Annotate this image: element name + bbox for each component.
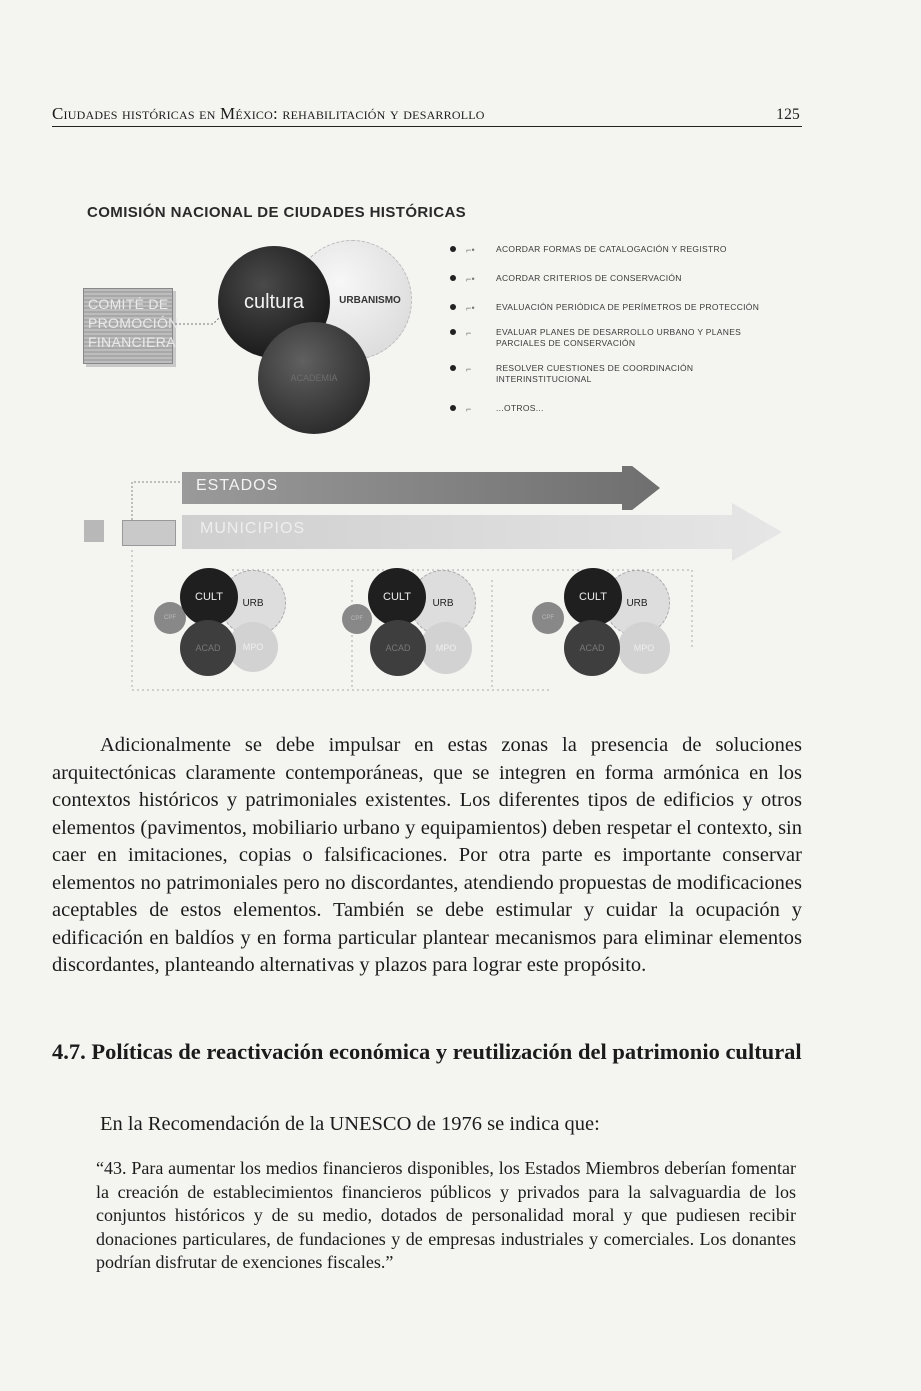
bullet-dot-icon (450, 275, 456, 281)
cult-circle: CULT (564, 568, 622, 626)
pin-icon: ⌐ (466, 328, 472, 338)
comite-line: FINANCIERA (88, 334, 176, 350)
connector-line (173, 310, 223, 330)
urbanismo-label: URBANISMO (339, 294, 401, 306)
side-circle: CPF (342, 604, 372, 634)
header-rule (52, 126, 802, 127)
bullet-list (450, 244, 768, 414)
estados-label: ESTADOS (196, 477, 279, 494)
bullet-item: ⌐• ACORDAR FORMAS DE CATALOGACIÓN Y REGISTRO (450, 244, 768, 255)
page-number: 125 (776, 106, 800, 123)
side-circle: CPF (532, 602, 564, 634)
pin-icon: ⌐• (466, 303, 476, 313)
acad-circle: ACAD (370, 620, 426, 676)
bullet-dot-icon (450, 246, 456, 252)
section-heading: 4.7. Políticas de reactivación económica y reutilización del patrimonio cultural (52, 1039, 802, 1064)
comite-line: PROMOCIÓN (88, 315, 179, 331)
comite-box (83, 288, 179, 364)
running-title: Ciudades históricas en México: rehabilitación y desarrollo (52, 104, 485, 123)
cultura-label: cultura (243, 290, 305, 313)
small-square (84, 520, 104, 542)
intro-line: En la Recomendación de la UNESCO de 1976 se indica que: (100, 1113, 600, 1135)
urb-circle: URB (604, 570, 670, 636)
quote-paragraph: “43. Para aumentar los medios financieros disponibles, los Estados Miembros deberían fomentar la creación de establecimientos financieros públicos y privados para la salvaguardia de los conjuntos históricos y de su medio, dotados de personalidad moral y que pudiesen recibir donaciones particulares, de fundaciones y de empresas industriales y comerciales. Los donantes podrían disfrutar de exenciones fiscales.” (96, 1158, 796, 1272)
comite-line: COMITÉ DE (88, 296, 169, 312)
bullet-item: ⌐ RESOLVER CUESTIONES DE COORDINACIÓN INTERINSTITUCIONAL (450, 363, 768, 385)
pin-icon: ⌐• (466, 245, 476, 255)
pin-icon: ⌐• (466, 274, 476, 284)
bullet-dot-icon (450, 304, 456, 310)
mpo-circle: MPO (420, 622, 472, 674)
cult-circle: CULT (368, 568, 426, 626)
bullet-dot-icon (450, 405, 456, 411)
academia-circle (258, 322, 370, 434)
bullet-dot-icon (450, 365, 456, 371)
pin-icon: ⌐ (466, 364, 472, 374)
running-header (52, 104, 800, 124)
bullet-item: ⌐• EVALUACIÓN PERIÓDICA DE PERÍMETROS DE PROTECCIÓN (450, 302, 768, 313)
body-paragraph: Adicionalmente se debe impulsar en estas zonas la presencia de soluciones arquitectónicas claramente contemporáneas, que se integren en forma armónica en los contextos históricos y patrimoniales existentes. Los diferentes tipos de edificios y otros elementos (pavimentos, mobiliario urbano y equipamientos) deben respetar el contexto, sin caer en imitaciones, copias o falsificaciones. Por otra parte es importante conservar elementos no patrimoniales pero no discordantes, atendiendo propuestas de modificaciones aceptables de estos elementos. También se debe estimular y cuidar la ocupación y edificación en baldíos y en forma particular plantear mecanismos para eliminar elementos discordantes, planteando alternativas y plazos para lograr este propósito. (52, 734, 802, 976)
org-figure (52, 190, 802, 710)
figure-title: COMISIÓN NACIONAL DE CIUDADES HISTÓRICAS (87, 204, 467, 221)
urb-circle: URB (220, 570, 286, 636)
cult-circle: CULT (180, 568, 238, 626)
pin-icon: ⌐ (466, 404, 472, 414)
mpo-circle: MPO (618, 622, 670, 674)
academia-label: ACADEMIA (290, 373, 338, 383)
bullet-dot-icon (450, 329, 456, 335)
acad-circle: ACAD (180, 620, 236, 676)
mpo-circle: MPO (228, 622, 278, 672)
bullet-item: ⌐ ...OTROS... (450, 403, 768, 414)
urb-circle: URB (410, 570, 476, 636)
municipios-label: MUNICIPIOS (200, 520, 306, 537)
bullet-item: ⌐• ACORDAR CRITERIOS DE CONSERVACIÓN (450, 273, 768, 284)
bullet-item: ⌐ EVALUAR PLANES DE DESARROLLO URBANO Y PLANES PARCIALES DE CONSERVACIÓN (450, 327, 768, 349)
acad-circle: ACAD (564, 620, 620, 676)
small-box (122, 520, 176, 546)
side-circle: CPF (154, 602, 186, 634)
